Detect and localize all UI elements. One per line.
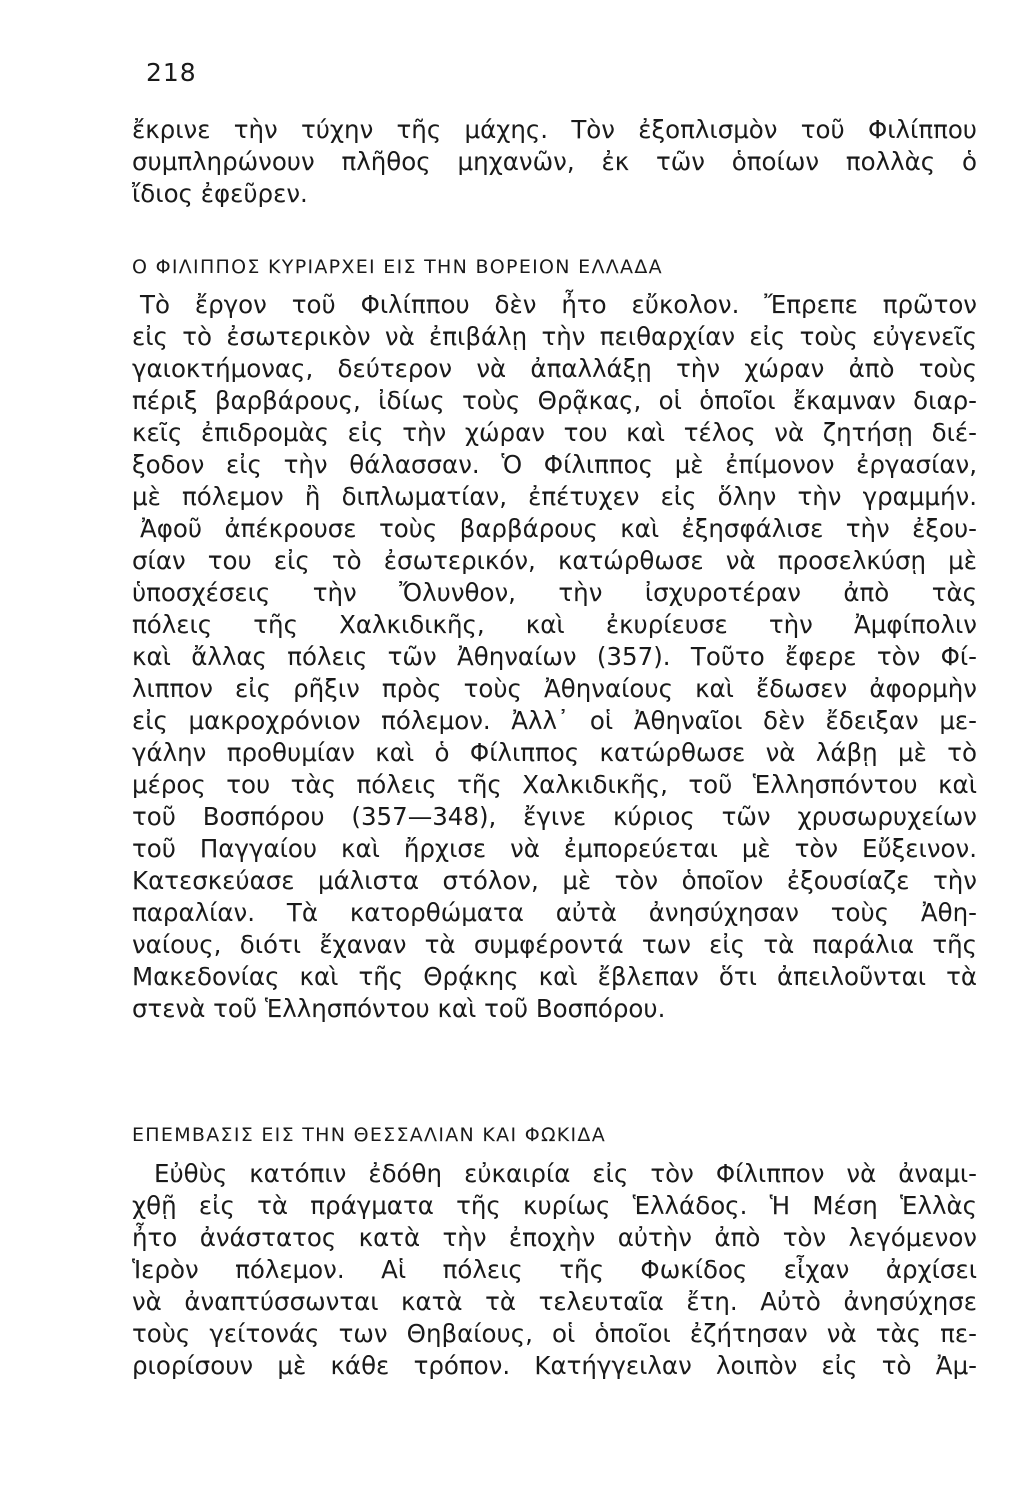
- text-line: τοῦ Παγγαίου καὶ ἤρχισε νὰ ἐμπορεύεται μὲ τὸν Εὔξεινον.: [132, 834, 977, 863]
- text-line: καὶ ἄλλας πόλεις τῶν Ἀθηναίων (357). Τοῦτο ἔφερε τὸν Φί-: [132, 642, 977, 671]
- text-line: γαιοκτήμονας, δεύτερον νὰ ἀπαλλάξῃ τὴν χώραν ἀπὸ τοὺς: [132, 354, 977, 383]
- text-line: ἦτο ἀνάστατος κατὰ τὴν ἐποχὴν αὐτὴν ἀπὸ τὸν λεγόμενον: [132, 1223, 977, 1252]
- text-line: ἔκρινε τὴν τύχην τῆς μάχης. Τὸν ἐξοπλισμὸν τοῦ Φιλίππου: [132, 115, 977, 144]
- text-line: μὲ πόλεμον ἢ διπλωματίαν, ἐπέτυχεν εἰς ὅλην τὴν γραμμήν.: [132, 482, 977, 511]
- text-line: εἰς μακροχρόνιον πόλεμον. Ἀλλ᾽ οἱ Ἀθηναῖοι δὲν ἔδειξαν με-: [132, 706, 977, 735]
- intro-paragraph: [132, 114, 977, 210]
- text-line: μέρος του τὰς πόλεις τῆς Χαλκιδικῆς, τοῦ Ἑλλησπόντου καὶ: [132, 770, 977, 799]
- text-line: παραλίαν. Τὰ κατορθώματα αὐτὰ ἀνησύχησαν τοὺς Ἀθη-: [132, 898, 977, 927]
- text-line: ξοδον εἰς τὴν θάλασσαν. Ὁ Φίλιππος μὲ ἐπίμονον ἐργασίαν,: [132, 450, 977, 479]
- text-line: Ἀφοῦ ἀπέκρουσε τοὺς βαρβάρους καὶ ἐξησφάλισε τὴν ἐξου-: [140, 514, 977, 543]
- text-line: λιππον εἰς ρῆξιν πρὸς τοὺς Ἀθηναίους καὶ ἔδωσεν ἀφορμὴν: [132, 674, 977, 703]
- section-heading: ΕΠΕΜΒΑΣΙΣ ΕΙΣ ΤΗΝ ΘΕΣΣΑΛΙΑΝ ΚΑΙ ΦΩΚΙΔΑ: [132, 1124, 607, 1146]
- text-line: στενὰ τοῦ Ἑλλησπόντου καὶ τοῦ Βοσπόρου.: [132, 994, 666, 1023]
- text-line: νὰ ἀναπτύσσωνται κατὰ τὰ τελευταῖα ἔτη. Αὐτὸ ἀνησύχησε: [132, 1287, 977, 1316]
- text-line: συμπληρώνουν πλῆθος μηχανῶν, ἐκ τῶν ὁποίων πολλὰς ὁ: [132, 147, 977, 176]
- text-line: ἴδιος ἐφεῦρεν.: [132, 179, 308, 208]
- page-number: 218: [146, 58, 197, 87]
- text-line: πέριξ βαρβάρους, ἰδίως τοὺς Θρᾷκας, οἱ ὁποῖοι ἔκαμναν διαρ-: [132, 386, 977, 415]
- section-heading: Ο ΦΙΛΙΠΠΟΣ ΚΥΡΙΑΡΧΕΙ ΕΙΣ ΤΗΝ ΒΟΡΕΙΟΝ ΕΛΛΑΔΑ: [132, 256, 663, 278]
- text-line: Τὸ ἔργον τοῦ Φιλίππου δὲν ἦτο εὔκολον. Ἔπρεπε πρῶτον: [140, 290, 977, 319]
- text-line: κεῖς ἐπιδρομὰς εἰς τὴν χώραν του καὶ τέλος νὰ ζητήσῃ διέ-: [132, 418, 977, 447]
- text-line: χθῇ εἰς τὰ πράγματα τῆς κυρίως Ἑλλάδος. Ἡ Μέση Ἑλλὰς: [132, 1191, 977, 1220]
- text-line: Μακεδονίας καὶ τῆς Θρᾴκης καὶ ἔβλεπαν ὅτι ἀπειλοῦνται τὰ: [132, 962, 977, 991]
- text-line: σίαν του εἰς τὸ ἐσωτερικόν, κατώρθωσε νὰ προσελκύσῃ μὲ: [132, 546, 977, 575]
- text-line: ριορίσουν μὲ κάθε τρόπον. Κατήγγειλαν λοιπὸν εἰς τὸ Ἀμ-: [132, 1351, 977, 1380]
- section-body: [132, 1158, 977, 1382]
- text-line: τοῦ Βοσπόρου (357—348), ἔγινε κύριος τῶν χρυσωρυχείων: [132, 802, 977, 831]
- text-line: γάλην προθυμίαν καὶ ὁ Φίλιππος κατώρθωσε νὰ λάβῃ μὲ τὸ: [132, 738, 977, 767]
- text-line: ὑποσχέσεις τὴν Ὄλυνθον, τὴν ἰσχυροτέραν ἀπὸ τὰς: [132, 578, 977, 607]
- text-line: τοὺς γείτονάς των Θηβαίους, οἱ ὁποῖοι ἐζήτησαν νὰ τὰς πε-: [132, 1319, 977, 1348]
- text-line: εἰς τὸ ἐσωτερικὸν νὰ ἐπιβάλῃ τὴν πειθαρχίαν εἰς τοὺς εὐγενεῖς: [132, 322, 977, 351]
- text-line: Κατεσκεύασε μάλιστα στόλον, μὲ τὸν ὁποῖον ἐξουσίαζε τὴν: [132, 866, 977, 895]
- text-line: Εὐθὺς κατόπιν ἐδόθη εὐκαιρία εἰς τὸν Φίλιππον νὰ ἀναμι-: [154, 1159, 977, 1188]
- text-line: πόλεις τῆς Χαλκιδικῆς, καὶ ἐκυρίευσε τὴν Ἀμφίπολιν: [132, 610, 977, 639]
- section-body: [132, 289, 977, 1025]
- text-line: Ἱερὸν πόλεμον. Αἱ πόλεις τῆς Φωκίδος εἶχαν ἀρχίσει: [132, 1255, 977, 1284]
- text-line: ναίους, διότι ἔχαναν τὰ συμφέροντά των εἰς τὰ παράλια τῆς: [132, 930, 977, 959]
